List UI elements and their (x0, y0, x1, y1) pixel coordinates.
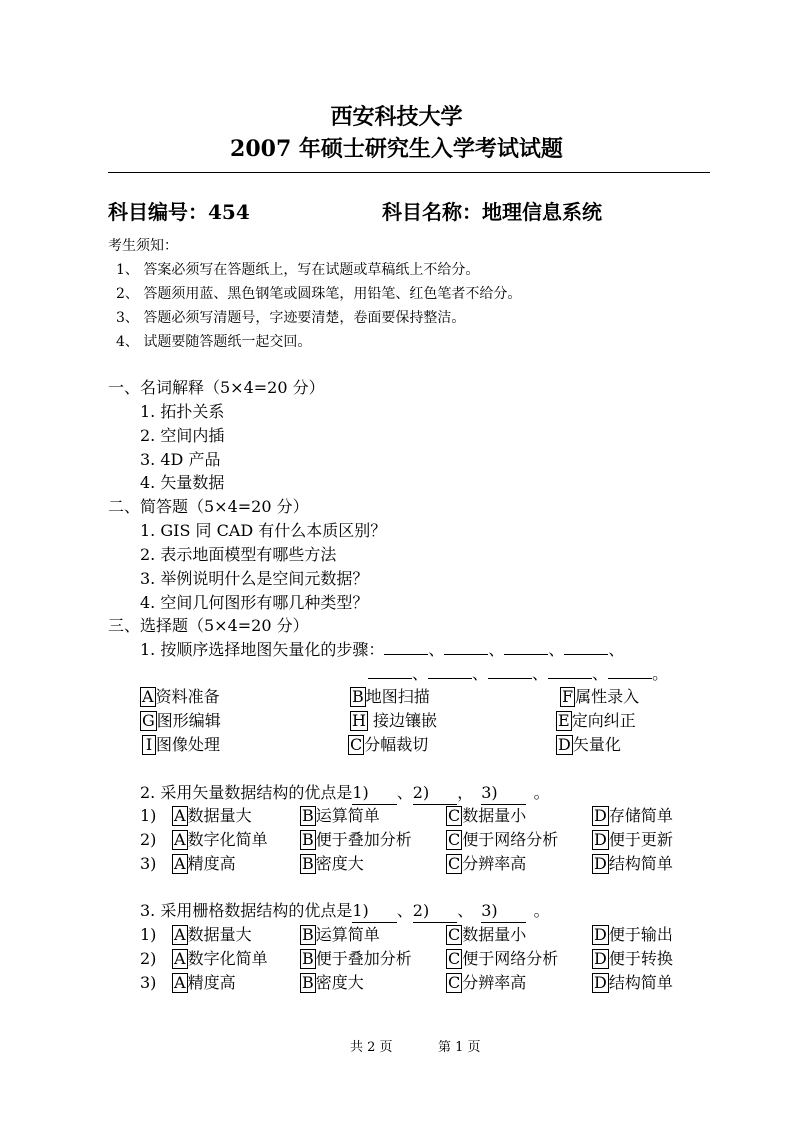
answer-blank (608, 664, 652, 679)
q2-row-num: 2) (140, 830, 157, 849)
q1-text: 1. 按顺序选择地图矢量化的步骤： (140, 640, 385, 659)
q3-option: A 精度高 (174, 973, 236, 992)
q3-option: A 数据量大 (174, 925, 252, 944)
exam-title: 2007 年硕士研究生入学考试试题 (230, 136, 563, 162)
q3-option: B 便于叠加分析 (302, 949, 412, 968)
q1-option: B 地图扫描 (352, 687, 430, 706)
q3-option: D 便于输出 (594, 925, 673, 944)
q3-option: C 数据量小 (448, 925, 527, 944)
q1-option: H 接边镶嵌 (352, 711, 438, 730)
header-divider (108, 172, 710, 173)
section1-heading: 一、名词解释（5×4=20 分） (108, 378, 325, 397)
q1-option: E 定向纠正 (558, 711, 636, 730)
answer-blank (488, 664, 532, 679)
q3-option: B 密度大 (302, 973, 364, 992)
blank-end: 。 (652, 664, 669, 683)
blank-separator: 、 (548, 640, 565, 659)
note-item: 2、 答题须用蓝、黑色钢笔或圆珠笔，用铅笔、红色笔者不给分。 (116, 286, 522, 302)
total-pages: 共 2 页 (350, 1040, 393, 1055)
page-number: 第 1 页 (438, 1040, 481, 1055)
subject-code: 科目编号：454 (108, 200, 250, 224)
q2-option: A 数字化简单 (174, 830, 268, 849)
section2-item: 1. GIS 同 CAD 有什么本质区别？ (140, 521, 387, 540)
q2-row-num: 1) (140, 806, 157, 825)
answer-blank (504, 640, 548, 655)
q1-option: D 矢量化 (558, 735, 621, 754)
q1-option: I 图像处理 (142, 734, 220, 756)
q3-option: C 分辨率高 (448, 973, 527, 992)
q1-option: F 属性录入 (562, 687, 640, 706)
answer-blank (428, 664, 472, 679)
blank-separator: 、 (592, 664, 609, 683)
q3-stem: 3. 采用栅格数据结构的优点是1) 、2) 、 3) 。 (140, 900, 550, 923)
subject-name: 科目名称：地理信息系统 (382, 200, 602, 224)
section2-item: 3. 举例说明什么是空间元数据？ (140, 569, 369, 588)
section1-item: 2. 空间内插 (140, 426, 225, 445)
q2-option: B 密度大 (302, 854, 364, 873)
section2-item: 4. 空间几何图形有哪几种类型？ (140, 593, 369, 612)
q2-option: C 分辨率高 (448, 854, 527, 873)
q1-stem-cont (368, 663, 668, 685)
q2-option: C 数据量小 (448, 806, 527, 825)
note-item: 3、 答题必须写清题号，字迹要清楚，卷面要保持整洁。 (116, 310, 466, 326)
q2-row-num: 3) (140, 854, 157, 873)
note-item: 4、 试题要随答题纸一起交回。 (116, 334, 312, 350)
answer-blank (368, 664, 412, 679)
answer-blank (564, 640, 608, 655)
q2-option: A 数据量大 (174, 806, 252, 825)
section3-heading: 三、选择题（5×4=20 分） (108, 616, 309, 635)
q3-option: A 数字化简单 (174, 949, 268, 968)
blank-separator: 、 (608, 640, 625, 659)
q1-option: G 图形编辑 (142, 711, 221, 730)
q2-option: B 便于叠加分析 (302, 830, 412, 849)
note-item: 1、 答案必须写在答题纸上，写在试题或草稿纸上不给分。 (116, 262, 480, 278)
section1-item: 4. 矢量数据 (140, 473, 225, 492)
q2-option: D 便于更新 (594, 830, 673, 849)
blank-separator: 、 (472, 664, 489, 683)
q2-stem: 2. 采用矢量数据结构的优点是1) 、2) ， 3) 。 (140, 782, 550, 805)
section2-item: 2. 表示地面模型有哪些方法 (140, 545, 337, 564)
q2-option: D 结构简单 (594, 854, 673, 873)
q3-row-num: 2) (140, 949, 157, 968)
q3-option: C 便于网络分析 (448, 949, 559, 968)
blank-separator: 、 (532, 664, 549, 683)
section1-item: 3. 4D 产品 (140, 450, 221, 469)
q1-option: C 分幅裁切 (350, 735, 429, 754)
blank-separator: 、 (412, 664, 429, 683)
section2-heading: 二、简答题（5×4=20 分） (108, 497, 309, 516)
q2-option: C 便于网络分析 (448, 830, 559, 849)
blank-separator: 、 (428, 640, 445, 659)
notes-heading: 考生须知： (108, 238, 178, 254)
q2-option: A 精度高 (174, 854, 236, 873)
answer-blank (444, 640, 488, 655)
q2-option: B 运算简单 (302, 806, 380, 825)
q1-option: A 资料准备 (142, 687, 220, 706)
q3-option: D 便于转换 (594, 949, 673, 968)
q3-option: B 运算简单 (302, 925, 380, 944)
blank-separator: 、 (488, 640, 505, 659)
university-name: 西安科技大学 (330, 104, 463, 130)
q3-option: D 结构简单 (594, 973, 673, 992)
section1-item: 1. 拓扑关系 (140, 402, 225, 421)
q3-row-num: 3) (140, 973, 157, 992)
q3-row-num: 1) (140, 925, 157, 944)
q1-stem (140, 639, 624, 661)
answer-blank (548, 664, 592, 679)
q2-option: D 存储简单 (594, 806, 673, 825)
answer-blank (384, 640, 428, 655)
